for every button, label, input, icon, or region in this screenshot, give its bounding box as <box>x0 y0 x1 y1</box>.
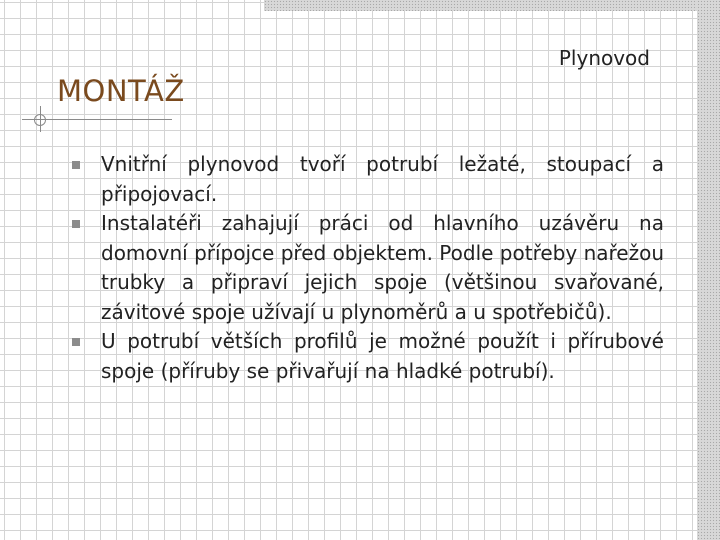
bullet-text: U potrubí větších profilů je možné použít i přírubové spoje (příruby se přivařují na hladké potrubí). <box>101 329 664 383</box>
decorative-top-band <box>264 0 720 11</box>
square-bullet-icon <box>72 161 80 169</box>
slide-subtitle: Plynovod <box>558 46 650 70</box>
square-bullet-icon <box>72 338 80 346</box>
bullet-item <box>64 209 664 327</box>
bullet-text: Vnitřní plynovod tvoří potrubí ležaté, stoupací a připojovací. <box>101 152 664 206</box>
slide-title: MONTÁŽ <box>57 74 185 108</box>
decorative-right-band <box>697 0 720 540</box>
bullet-item <box>64 150 664 209</box>
bullet-list <box>64 150 664 386</box>
bullet-text: Instalatéři zahajují práci od hlavního uzávěru na domovní přípojce před objektem. Podle potřeby nařežou trubky a připraví jejich spoje (většinou svařované, závitové spoje užívají u plynoměrů a u spotřebičů). <box>101 211 664 324</box>
bullet-item <box>64 327 664 386</box>
title-crosshair-ring <box>34 114 46 126</box>
square-bullet-icon <box>72 220 80 228</box>
